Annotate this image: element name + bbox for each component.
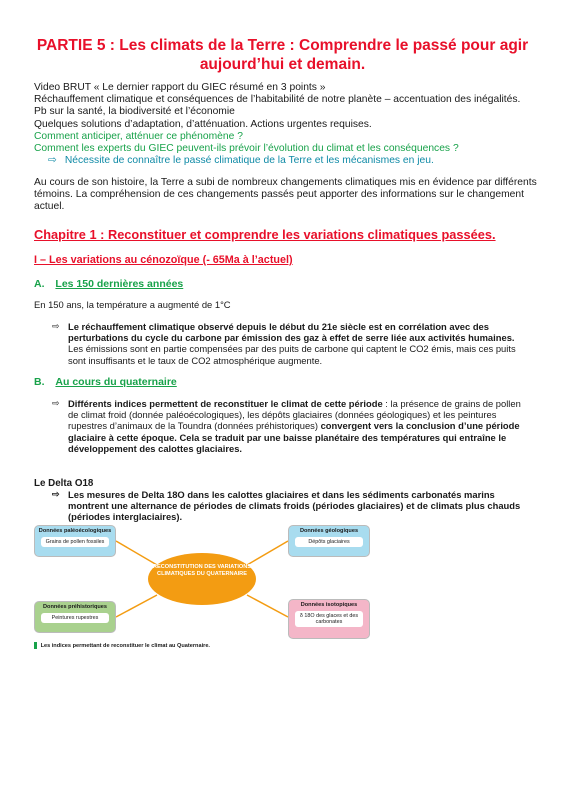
box-prehistoric xyxy=(34,601,116,633)
box-paleoecological xyxy=(34,525,116,557)
question-1: Comment anticiper, atténuer ce phénomène ? xyxy=(34,130,243,142)
subsection-a-heading xyxy=(34,278,183,290)
arrow-icon: ⇨ xyxy=(52,489,60,499)
subsection-b-heading xyxy=(34,376,177,388)
caption-marker xyxy=(34,642,37,649)
box-geological xyxy=(288,525,370,557)
section-heading: I – Les variations au cénozoïque (- 65Ma à l’actuel) xyxy=(34,254,293,266)
bullet-delta xyxy=(52,489,522,523)
subsection-letter: B. xyxy=(34,376,45,388)
indices-diagram xyxy=(32,521,372,653)
bullet-text: Les émissions sont en partie compensées par des puits de carbone qui captent le CO2 émis, mais ces puits sont insuffisants et le taux de CO2 atmosphérique augmente. xyxy=(68,343,516,366)
title-line-1: PARTIE 5 : Les climats de la Terre : Comprendre le passé pour agir xyxy=(36,37,529,54)
subsection-title: Au cours du quaternaire xyxy=(55,376,177,388)
box-item: Dépôts glaciaires xyxy=(295,537,363,547)
subsection-title: Les 150 dernières années xyxy=(55,278,184,290)
diagram-center-label: RECONSTITUTION DES VARIATIONS CLIMATIQUES DU QUATERNAIRE xyxy=(153,564,251,577)
chapter-heading: Chapitre 1 : Reconstituer et comprendre les variations climatiques passées. xyxy=(34,227,496,242)
title-line-2: aujourd’hui et demain. xyxy=(199,56,366,73)
box-heading: Données préhistoriques xyxy=(42,604,108,610)
box-item: Grains de pollen fossiles xyxy=(41,537,109,547)
intro-line: Pb sur la santé, la biodiversité et l’économie xyxy=(34,106,235,118)
page-title xyxy=(0,36,565,74)
subsection-a-text: En 150 ans, la température a augmenté de 1°C xyxy=(34,299,231,310)
intro-line: Réchauffement climatique et conséquences de l’habitabilité de notre planète – accentuation des inégalités. xyxy=(34,94,521,106)
arrow-icon: ⇨ xyxy=(48,155,57,167)
box-isotopic xyxy=(288,599,370,639)
bullet-bold-text: Le réchauffement climatique observé depuis le début du 21e siècle est en corrélation avec des perturbations du cycle du carbone par émission des gaz à effet de serre liée aux activités humaines. xyxy=(68,321,515,344)
bullet-bold-text: Les mesures de Delta 18O dans les calottes glaciaires et dans les sédiments carbonatés marins montrent une alternance de périodes de climats froids (périodes glaciaires) et de climats plus chauds (périodes interglaciaires). xyxy=(68,489,521,523)
question-3-text: Nécessite de connaître le passé climatique de la Terre et les mécanismes en jeu. xyxy=(64,155,434,167)
intro-line: Quelques solutions d’adaptation, d’atténuation. Actions urgentes requises. xyxy=(34,118,372,130)
delta-heading: Le Delta O18 xyxy=(34,478,94,489)
intro-paragraph: Au cours de son histoire, la Terre a subi de nombreux changements climatiques mis en évidence par différents témoins. La compréhension de ces changements passés peut apporter des informations sur le changement actuel. xyxy=(34,177,537,213)
bullet-text: : la présence de grains de pollen de climat froid (donnée paléoécologiques), les dépôts glaciaires (données géologiques) et les peintures rupestres d’animaux de la Toundra (données préhistoriques) xyxy=(68,398,521,432)
arrow-icon: ⇨ xyxy=(52,321,60,331)
box-item: Peintures rupestres xyxy=(41,613,109,623)
bullet-quaternary xyxy=(52,398,522,454)
center-ellipse xyxy=(148,553,256,605)
box-heading: Données géologiques xyxy=(299,528,359,534)
intro-block xyxy=(34,82,539,167)
diagram-caption xyxy=(34,642,210,649)
bullet-warming xyxy=(52,321,522,366)
bullet-bold-text: Différents indices permettent de reconstituer le climat de cette période xyxy=(68,398,383,409)
caption-text: Les indices permettant de reconstituer le climat au Quaternaire. xyxy=(40,642,210,649)
box-item: δ 18O des glaces et des carbonates xyxy=(295,611,363,627)
video-reference: Video BRUT « Le dernier rapport du GIEC résumé en 3 points » xyxy=(34,82,326,93)
bullet-bold-text: convergent vers la conclusion d’une période glaciaire à cette époque. Cela se traduit par une baisse planétaire des températures qui entraîne le développement des calottes glaciaires. xyxy=(68,420,520,454)
arrow-icon: ⇨ xyxy=(52,398,60,408)
question-2: Comment les experts du GIEC peuvent-ils prévoir l’évolution du climat et les conséquences ? xyxy=(34,143,459,155)
box-heading: Données paléoécologiques xyxy=(38,528,112,534)
subsection-letter: A. xyxy=(34,278,45,290)
box-heading: Données isotopiques xyxy=(300,602,358,608)
question-3 xyxy=(34,155,539,167)
